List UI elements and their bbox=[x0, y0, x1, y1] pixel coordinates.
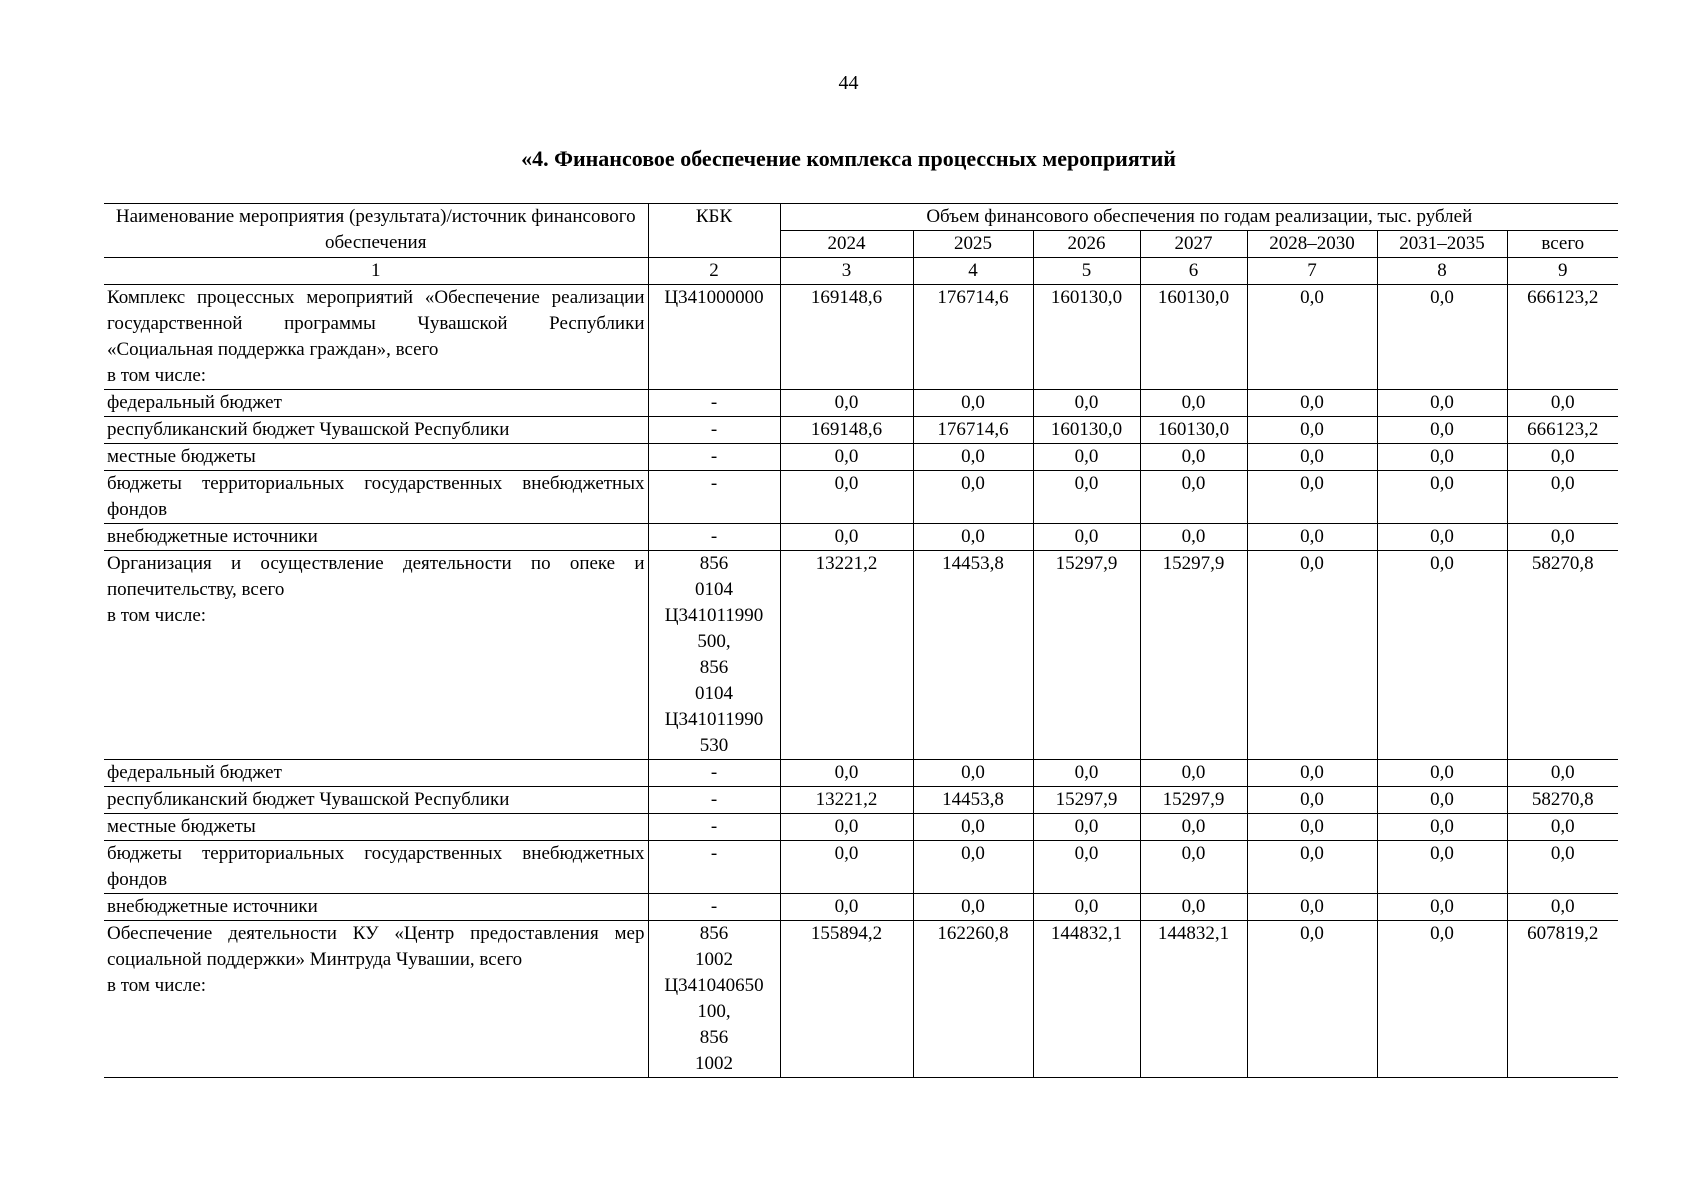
row-value-cell: 155894,2 bbox=[780, 921, 913, 1078]
row-value-cell: 0,0 bbox=[1247, 524, 1377, 551]
row-value-cell: 0,0 bbox=[1377, 285, 1507, 390]
column-number: 1 bbox=[104, 258, 648, 285]
row-value-cell: 0,0 bbox=[1247, 390, 1377, 417]
row-value-cell: 0,0 bbox=[1507, 390, 1618, 417]
row-value-cell: 0,0 bbox=[913, 444, 1033, 471]
header-name-column: Наименование мероприятия (результата)/источник финансового обеспечения bbox=[104, 204, 648, 258]
row-value-cell: 0,0 bbox=[1140, 471, 1247, 524]
row-value-cell: 0,0 bbox=[1247, 471, 1377, 524]
header-numbers-row bbox=[104, 258, 1618, 285]
row-value-cell: 0,0 bbox=[1377, 814, 1507, 841]
row-value-cell: 58270,8 bbox=[1507, 551, 1618, 760]
header-kbk-column: КБК bbox=[648, 204, 780, 258]
row-value-cell: 144832,1 bbox=[1033, 921, 1140, 1078]
row-kbk-cell: - bbox=[648, 841, 780, 894]
row-value-cell: 0,0 bbox=[1033, 841, 1140, 894]
header-year: 2025 bbox=[913, 231, 1033, 258]
row-value-cell: 0,0 bbox=[1377, 787, 1507, 814]
row-value-cell: 13221,2 bbox=[780, 551, 913, 760]
table-row bbox=[104, 894, 1618, 921]
row-value-cell: 169148,6 bbox=[780, 417, 913, 444]
row-value-cell: 169148,6 bbox=[780, 285, 913, 390]
table-row bbox=[104, 921, 1618, 1078]
row-name-cell: местные бюджеты bbox=[104, 444, 648, 471]
row-value-cell: 0,0 bbox=[1033, 524, 1140, 551]
row-value-cell: 0,0 bbox=[1033, 471, 1140, 524]
row-value-cell: 0,0 bbox=[913, 841, 1033, 894]
row-name-cell: федеральный бюджет bbox=[104, 760, 648, 787]
row-value-cell: 0,0 bbox=[1507, 471, 1618, 524]
row-value-cell: 0,0 bbox=[780, 524, 913, 551]
row-value-cell: 0,0 bbox=[1247, 760, 1377, 787]
row-value-cell: 176714,6 bbox=[913, 417, 1033, 444]
row-value-cell: 0,0 bbox=[1507, 814, 1618, 841]
row-value-cell: 14453,8 bbox=[913, 551, 1033, 760]
table-row bbox=[104, 471, 1618, 524]
row-value-cell: 162260,8 bbox=[913, 921, 1033, 1078]
row-value-cell: 0,0 bbox=[1140, 390, 1247, 417]
row-name-cell: местные бюджеты bbox=[104, 814, 648, 841]
table-row bbox=[104, 444, 1618, 471]
row-value-cell: 160130,0 bbox=[1033, 285, 1140, 390]
row-value-cell: 0,0 bbox=[1377, 417, 1507, 444]
row-value-cell: 0,0 bbox=[913, 471, 1033, 524]
row-kbk-cell: 856 1002 Ц341040650 100, 856 1002 bbox=[648, 921, 780, 1078]
column-number: 9 bbox=[1507, 258, 1618, 285]
header-year: 2027 bbox=[1140, 231, 1247, 258]
row-name-cell: Организация и осуществление деятельности по опеке и попечительству, всего в том числе: bbox=[104, 551, 648, 760]
row-value-cell: 0,0 bbox=[1377, 524, 1507, 551]
row-value-cell: 0,0 bbox=[1247, 814, 1377, 841]
row-value-cell: 0,0 bbox=[1507, 524, 1618, 551]
row-name-cell: федеральный бюджет bbox=[104, 390, 648, 417]
row-kbk-cell: - bbox=[648, 814, 780, 841]
row-kbk-cell: 856 0104 Ц341011990 500, 856 0104 Ц341011990 530 bbox=[648, 551, 780, 760]
row-value-cell: 14453,8 bbox=[913, 787, 1033, 814]
row-value-cell: 0,0 bbox=[913, 894, 1033, 921]
row-name-cell: республиканский бюджет Чувашской Республики bbox=[104, 787, 648, 814]
row-value-cell: 0,0 bbox=[1033, 760, 1140, 787]
row-value-cell: 0,0 bbox=[1247, 921, 1377, 1078]
row-value-cell: 0,0 bbox=[780, 760, 913, 787]
row-value-cell: 0,0 bbox=[780, 894, 913, 921]
row-value-cell: 0,0 bbox=[1377, 841, 1507, 894]
column-number: 2 bbox=[648, 258, 780, 285]
row-kbk-cell: - bbox=[648, 787, 780, 814]
row-value-cell: 0,0 bbox=[913, 390, 1033, 417]
row-name-cell: бюджеты территориальных государственных внебюджетных фондов bbox=[104, 841, 648, 894]
header-year: всего bbox=[1507, 231, 1618, 258]
table-row bbox=[104, 841, 1618, 894]
row-value-cell: 0,0 bbox=[1140, 894, 1247, 921]
financing-table bbox=[104, 203, 1618, 1078]
row-value-cell: 0,0 bbox=[1140, 444, 1247, 471]
page-number: 44 bbox=[838, 72, 859, 94]
row-value-cell: 0,0 bbox=[780, 471, 913, 524]
table-row bbox=[104, 787, 1618, 814]
row-value-cell: 0,0 bbox=[1033, 894, 1140, 921]
row-kbk-cell: - bbox=[648, 524, 780, 551]
row-value-cell: 15297,9 bbox=[1033, 551, 1140, 760]
row-value-cell: 0,0 bbox=[913, 814, 1033, 841]
row-kbk-cell: - bbox=[648, 471, 780, 524]
row-value-cell: 0,0 bbox=[1377, 551, 1507, 760]
row-value-cell: 0,0 bbox=[1507, 444, 1618, 471]
row-name-cell: Комплекс процессных мероприятий «Обеспечение реализации государственной программы Чувашской Республики «Социальная поддержка граждан», всего в том числе: bbox=[104, 285, 648, 390]
row-value-cell: 0,0 bbox=[1377, 760, 1507, 787]
table-row bbox=[104, 814, 1618, 841]
row-kbk-cell: - bbox=[648, 390, 780, 417]
row-value-cell: 0,0 bbox=[780, 814, 913, 841]
header-year: 2028–2030 bbox=[1247, 231, 1377, 258]
row-value-cell: 0,0 bbox=[780, 390, 913, 417]
table-row bbox=[104, 285, 1618, 390]
row-value-cell: 0,0 bbox=[1247, 444, 1377, 471]
row-value-cell: 15297,9 bbox=[1140, 551, 1247, 760]
row-value-cell: 0,0 bbox=[1033, 444, 1140, 471]
row-value-cell: 13221,2 bbox=[780, 787, 913, 814]
row-value-cell: 0,0 bbox=[780, 841, 913, 894]
row-value-cell: 607819,2 bbox=[1507, 921, 1618, 1078]
row-value-cell: 0,0 bbox=[1377, 894, 1507, 921]
row-value-cell: 0,0 bbox=[1377, 921, 1507, 1078]
row-value-cell: 0,0 bbox=[1507, 894, 1618, 921]
column-number: 6 bbox=[1140, 258, 1247, 285]
header-volume-column: Объем финансового обеспечения по годам реализации, тыс. рублей bbox=[780, 204, 1618, 231]
row-name-cell: республиканский бюджет Чувашской Республики bbox=[104, 417, 648, 444]
row-name-cell: внебюджетные источники bbox=[104, 524, 648, 551]
row-kbk-cell: - bbox=[648, 417, 780, 444]
column-number: 4 bbox=[913, 258, 1033, 285]
row-value-cell: 0,0 bbox=[913, 524, 1033, 551]
row-kbk-cell: - bbox=[648, 894, 780, 921]
row-value-cell: 0,0 bbox=[1377, 471, 1507, 524]
column-number: 3 bbox=[780, 258, 913, 285]
row-value-cell: 0,0 bbox=[1507, 841, 1618, 894]
row-name-cell: внебюджетные источники bbox=[104, 894, 648, 921]
table-row bbox=[104, 417, 1618, 444]
row-value-cell: 58270,8 bbox=[1507, 787, 1618, 814]
column-number: 5 bbox=[1033, 258, 1140, 285]
row-value-cell: 666123,2 bbox=[1507, 285, 1618, 390]
table-row bbox=[104, 760, 1618, 787]
row-kbk-cell: Ц341000000 bbox=[648, 285, 780, 390]
table-body bbox=[104, 285, 1618, 1078]
table-row bbox=[104, 524, 1618, 551]
table-row bbox=[104, 551, 1618, 760]
row-kbk-cell: - bbox=[648, 760, 780, 787]
header-year: 2024 bbox=[780, 231, 913, 258]
column-number: 8 bbox=[1377, 258, 1507, 285]
row-value-cell: 0,0 bbox=[1247, 417, 1377, 444]
row-name-cell: Обеспечение деятельности КУ «Центр предоставления мер социальной поддержки» Минтруда Чувашии, всего в том числе: bbox=[104, 921, 648, 1078]
column-number: 7 bbox=[1247, 258, 1377, 285]
row-value-cell: 15297,9 bbox=[1033, 787, 1140, 814]
row-value-cell: 666123,2 bbox=[1507, 417, 1618, 444]
row-value-cell: 160130,0 bbox=[1140, 417, 1247, 444]
document-title: «4. Финансовое обеспечение комплекса процессных мероприятий bbox=[521, 146, 1176, 171]
row-name-cell: бюджеты территориальных государственных внебюджетных фондов bbox=[104, 471, 648, 524]
row-value-cell: 0,0 bbox=[780, 444, 913, 471]
header-year: 2026 bbox=[1033, 231, 1140, 258]
row-value-cell: 144832,1 bbox=[1140, 921, 1247, 1078]
row-value-cell: 160130,0 bbox=[1033, 417, 1140, 444]
row-value-cell: 0,0 bbox=[1033, 814, 1140, 841]
row-value-cell: 0,0 bbox=[1377, 390, 1507, 417]
row-kbk-cell: - bbox=[648, 444, 780, 471]
row-value-cell: 0,0 bbox=[1247, 285, 1377, 390]
row-value-cell: 0,0 bbox=[1377, 444, 1507, 471]
table-row bbox=[104, 390, 1618, 417]
row-value-cell: 0,0 bbox=[1033, 390, 1140, 417]
row-value-cell: 0,0 bbox=[1247, 841, 1377, 894]
row-value-cell: 0,0 bbox=[1140, 814, 1247, 841]
row-value-cell: 0,0 bbox=[1507, 760, 1618, 787]
header-year: 2031–2035 bbox=[1377, 231, 1507, 258]
row-value-cell: 160130,0 bbox=[1140, 285, 1247, 390]
row-value-cell: 0,0 bbox=[1140, 841, 1247, 894]
row-value-cell: 0,0 bbox=[1247, 787, 1377, 814]
row-value-cell: 0,0 bbox=[1140, 524, 1247, 551]
row-value-cell: 0,0 bbox=[1247, 894, 1377, 921]
row-value-cell: 15297,9 bbox=[1140, 787, 1247, 814]
row-value-cell: 0,0 bbox=[913, 760, 1033, 787]
row-value-cell: 0,0 bbox=[1247, 551, 1377, 760]
row-value-cell: 176714,6 bbox=[913, 285, 1033, 390]
row-value-cell: 0,0 bbox=[1140, 760, 1247, 787]
